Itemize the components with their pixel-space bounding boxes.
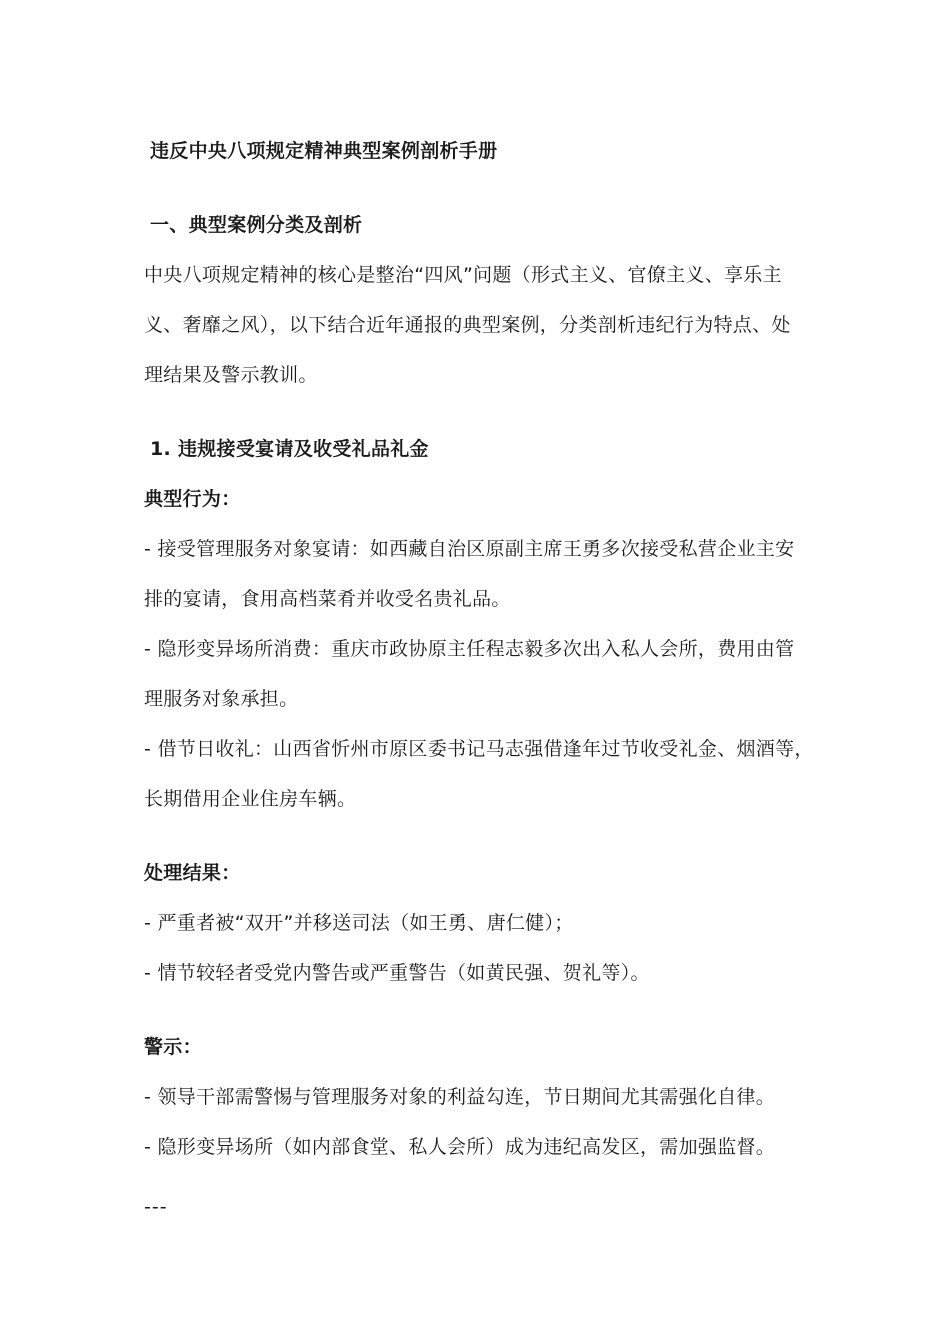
- warning-label: 警示：: [144, 1036, 202, 1058]
- typical-item-line-4: 理服务对象承担。: [144, 688, 299, 710]
- warning-item-1: - 领导干部需警惕与管理服务对象的利益勾连，节日期间尤其需强化自律。: [144, 1086, 776, 1108]
- intro-line-1: 中央八项规定精神的核心是整治“四风”问题（形式主义、官僚主义、享乐主: [144, 264, 782, 286]
- typical-item-line-1: - 接受管理服务对象宴请：如西藏自治区原副主席王勇多次接受私营企业主安: [144, 538, 795, 560]
- intro-line-3: 理结果及警示教训。: [144, 364, 318, 386]
- typical-label: 典型行为：: [144, 488, 241, 510]
- result-item-2: - 情节较轻者受党内警告或严重警告（如黄民强、贺礼等）。: [144, 962, 650, 984]
- case-heading: 1. 违规接受宴请及收受礼品礼金: [150, 438, 429, 460]
- section-heading: 一、典型案例分类及剖析: [150, 214, 363, 236]
- result-label: 处理结果：: [144, 862, 241, 884]
- document-title: 违反中央八项规定精神典型案例剖析手册: [150, 140, 498, 162]
- typical-item-line-2: 排的宴请，食用高档菜肴并收受名贵礼品。: [144, 588, 511, 610]
- result-item-1: - 严重者被“双开”并移送司法（如王勇、唐仁健）；: [144, 912, 574, 934]
- typical-item-line-6: 长期借用企业住房车辆。: [144, 788, 357, 810]
- intro-line-2: 义、奢靡之风），以下结合近年通报的典型案例，分类剖析违纪行为特点、处: [144, 314, 791, 336]
- typical-item-line-3: - 隐形变异场所消费：重庆市政协原主任程志毅多次出入私人会所，费用由管: [144, 638, 795, 660]
- warning-item-2: - 隐形变异场所（如内部食堂、私人会所）成为违纪高发区，需加强监督。: [144, 1136, 776, 1158]
- typical-item-line-5: - 借节日收礼：山西省忻州市原区委书记马志强借逢年过节收受礼金、烟酒等，: [144, 738, 814, 760]
- section-divider: ---: [144, 1196, 168, 1218]
